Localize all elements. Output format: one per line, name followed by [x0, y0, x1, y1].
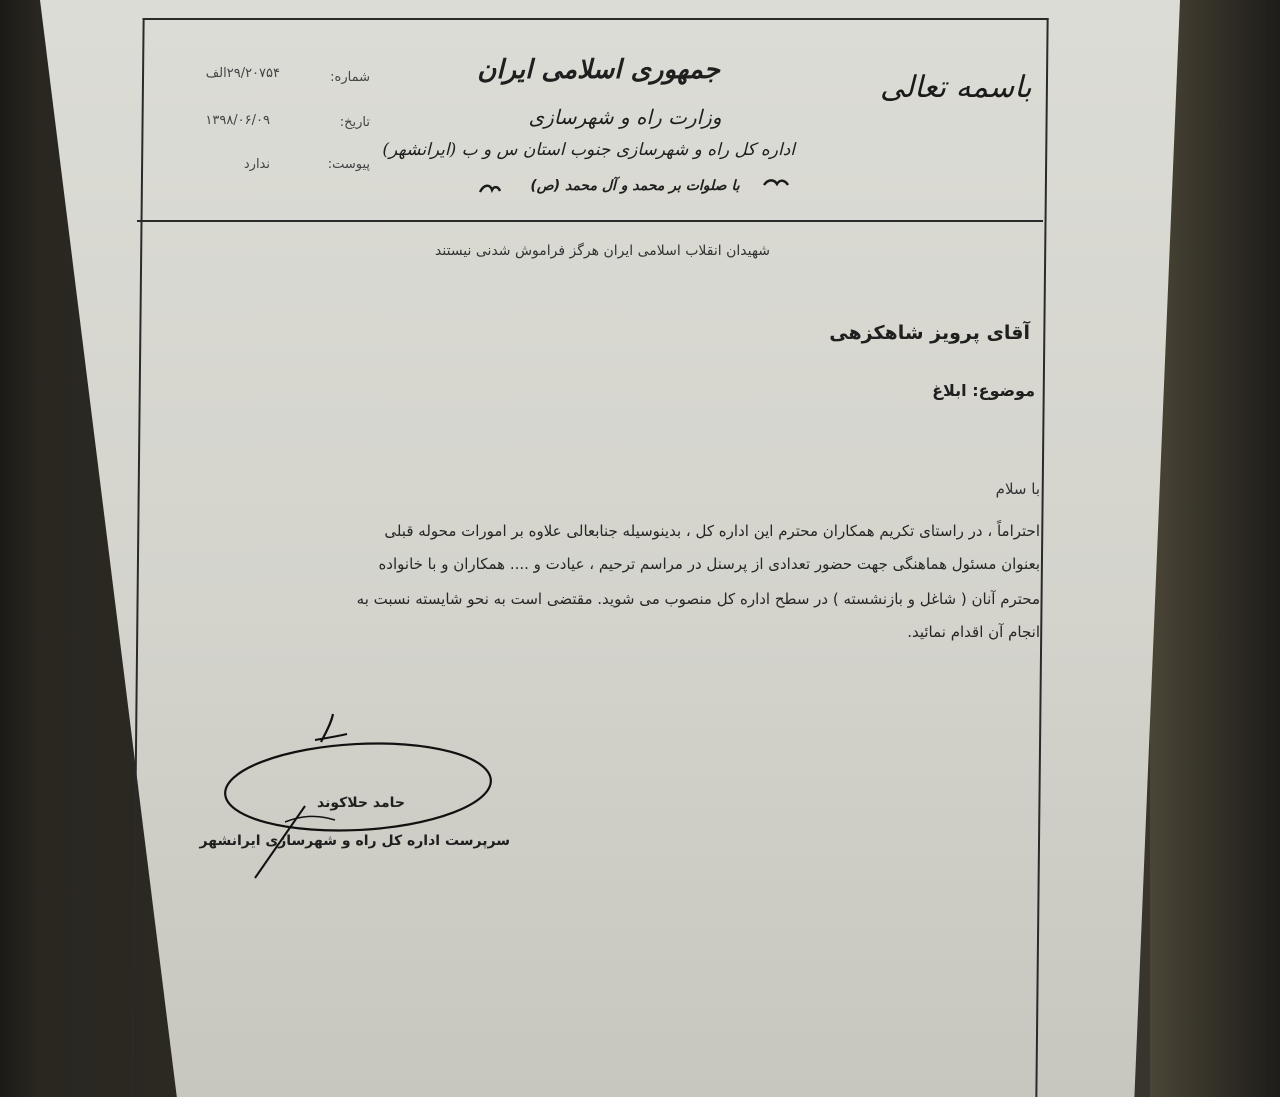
ministry-title: وزارت راه و شهرسازی: [528, 105, 722, 129]
department-title: اداره کل راه و شهرسازی جنوب استان س و ب (ایرانشهر): [382, 140, 795, 160]
bismillah-heading: باسمه تعالی: [880, 70, 1032, 105]
body-line: احتراماً ، در راستای تکریم همکاران محترم این اداره کل ، بدینوسیله جنابعالی علاوه بر امورات محوله قبلی: [384, 522, 1040, 540]
signer-name: حامد حلاکوند: [317, 795, 405, 811]
greeting: با سلام: [995, 480, 1040, 498]
letter-date: ۱۳۹۸/۰۶/۰۹: [205, 113, 270, 128]
attachment-value: ندارد: [243, 157, 270, 172]
body-line: انجام آن اقدام نمائید.: [907, 623, 1040, 641]
republic-title: جمهوری اسلامی ایران: [477, 55, 720, 85]
salawat-line: با صلوات بر محمد و آل محمد (ص): [530, 178, 740, 194]
attachment-label: پیوست:: [327, 157, 370, 172]
ornament-right-icon: [762, 176, 790, 190]
signer-title: سرپرست اداره کل راه و شهرسازی ایرانشهر: [199, 833, 510, 849]
subject-line: موضوع: ابلاغ: [932, 381, 1035, 400]
letter-number: ۲۹/۲۰۷۵۴الف: [205, 66, 280, 81]
number-label: شماره:: [330, 70, 370, 85]
body-line: محترم آنان ( شاغل و بازنشسته ) در سطح اداره کل منصوب می شوید. مقتضی است به نحو شایسته نسبت به: [356, 590, 1040, 608]
header-divider: [137, 220, 1043, 222]
slogan: شهیدان انقلاب اسلامی ایران هرگز فراموش شدنی نیستند: [435, 243, 770, 259]
body-line: بعنوان مسئول هماهنگی جهت حضور تعدادی از پرسنل در مراسم ترحیم ، عیادت و .... همکاران و با خانواده: [378, 555, 1040, 573]
recipient-name: آقای پرویز شاهکزهی: [829, 322, 1030, 344]
ornament-left-icon: [478, 182, 502, 196]
date-label: تاریخ:: [339, 115, 370, 130]
